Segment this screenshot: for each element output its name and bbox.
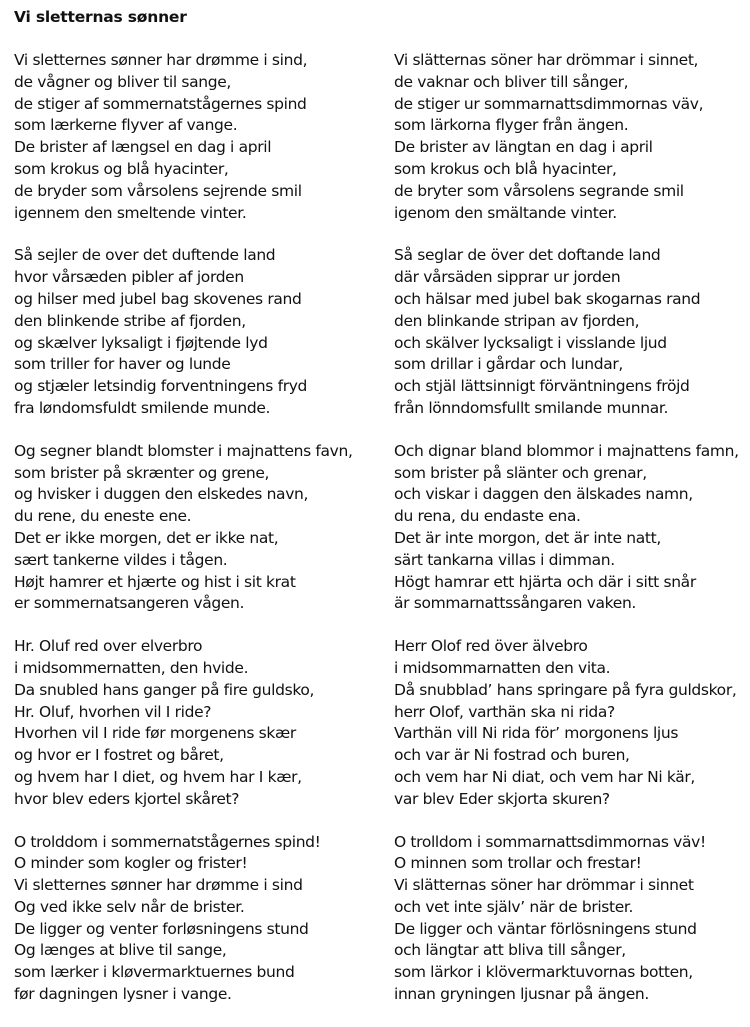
danish-verse-line: Så sejler de over det duftende land bbox=[14, 246, 276, 265]
swedish-verse-line: du rena, du endaste ena. bbox=[394, 507, 581, 526]
danish-verse-line: hvor blev eders kjortel skåret? bbox=[14, 789, 240, 808]
danish-verse-line: Det er ikke morgen, det er ikke nat, bbox=[14, 528, 279, 547]
danish-verse-line: Højt hamrer et hjærte og hist i sit krat bbox=[14, 572, 296, 591]
swedish-verse-line: de vaknar och bliver till sånger, bbox=[394, 72, 629, 91]
swedish-verse-line: Då snubblad’ hans springare på fyra guldskor, bbox=[394, 680, 737, 699]
danish-stanza bbox=[14, 832, 374, 1006]
danish-verse-line: den blinkende stribe af fjorden, bbox=[14, 311, 246, 330]
swedish-verse-line: som lärkorna flyger från ängen. bbox=[394, 116, 629, 135]
swedish-verse-line: och viskar i daggen den älskades namn, bbox=[394, 485, 693, 504]
swedish-verse-line: och skälver lycksaligt i visslande ljud bbox=[394, 333, 667, 352]
danish-verse-line: du rene, du eneste ene. bbox=[14, 507, 192, 526]
danish-verse-line: de vågner og bliver til sange, bbox=[14, 72, 231, 91]
danish-column bbox=[14, 50, 374, 1027]
swedish-verse-line: är sommarnattssångaren vaken. bbox=[394, 594, 636, 613]
danish-verse-line: og hvem har I diet, og hvem har I kær, bbox=[14, 767, 302, 786]
danish-verse-line: Hr. Oluf, hvorhen vil I ride? bbox=[14, 702, 212, 721]
danish-verse-line: som triller for haver og lunde bbox=[14, 355, 231, 374]
swedish-verse-line: Varthän vill Ni rida för’ morgonens ljus bbox=[394, 724, 679, 743]
swedish-stanza bbox=[394, 636, 750, 810]
danish-verse-line: og hvor er I fostret og båret, bbox=[14, 746, 224, 765]
danish-verse-line: og stjæler letsindig forventningens fryd bbox=[14, 377, 308, 396]
danish-verse-line: som lærker i kløvermarktuernes bund bbox=[14, 963, 295, 982]
swedish-column bbox=[394, 50, 750, 1027]
swedish-verse-line: Vi slätternas söner har drömmar i sinnet bbox=[394, 876, 694, 895]
swedish-verse-line: Vi slätternas söner har drömmar i sinnet, bbox=[394, 51, 699, 69]
swedish-verse-line: och vem har Ni diat, och vem har Ni kär, bbox=[394, 767, 695, 786]
swedish-verse-line: och längtar att bliva till sånger, bbox=[394, 941, 626, 960]
swedish-verse-line: de bryter som vårsolens segrande smil bbox=[394, 181, 684, 200]
swedish-verse-line: och vet inte själv’ när de brister. bbox=[394, 897, 634, 916]
swedish-verse-line: de stiger ur sommarnattsdimmornas väv, bbox=[394, 94, 704, 113]
swedish-verse-line: där vårsäden sipprar ur jorden bbox=[394, 268, 621, 287]
danish-verse-line: hvor vårsæden pibler af jorden bbox=[14, 268, 244, 287]
swedish-verse-line: igenom den smältande vinter. bbox=[394, 203, 617, 222]
swedish-verse-line: i midsommarnatten den vita. bbox=[394, 658, 611, 677]
swedish-verse-line: och hälsar med jubel bak skogarnas rand bbox=[394, 289, 701, 308]
danish-verse-line: Hr. Oluf red over elverbro bbox=[14, 637, 203, 656]
danish-verse-line: De brister af længsel en dag i april bbox=[14, 138, 272, 157]
danish-verse-line: Vi sletternes sønner har drømme i sind, bbox=[14, 51, 308, 69]
swedish-verse-line: herr Olof, varthän ska ni rida? bbox=[394, 702, 615, 721]
swedish-verse-line: O minnen som trollar och frestar! bbox=[394, 854, 642, 873]
danish-verse-line: de bryder som vårsolens sejrende smil bbox=[14, 181, 302, 200]
danish-verse-line: Hvorhen vil I ride før morgenens skær bbox=[14, 724, 296, 743]
danish-verse-line: De ligger og venter forløsningens stund bbox=[14, 919, 309, 938]
danish-verse-line: og hvisker i duggen den elskedes navn, bbox=[14, 485, 309, 504]
danish-verse-line: O minder som kogler og frister! bbox=[14, 854, 248, 873]
swedish-verse-line: som krokus och blå hyacinter, bbox=[394, 159, 617, 178]
swedish-stanza bbox=[394, 832, 750, 1006]
danish-stanza bbox=[14, 636, 374, 810]
swedish-verse-line: Det är inte morgon, det är inte natt, bbox=[394, 528, 661, 547]
danish-verse-line: som brister på skrænter og grene, bbox=[14, 463, 270, 482]
danish-verse-line: Og længes at blive til sange, bbox=[14, 941, 227, 960]
danish-stanza bbox=[14, 441, 374, 615]
swedish-verse-line: från lönndomsfullt smilande munnar. bbox=[394, 398, 669, 417]
swedish-verse-line: som lärkor i klövermarktuvornas botten, bbox=[394, 963, 693, 982]
danish-verse-line: O trolddom i sommernatstågernes spind! bbox=[14, 832, 321, 851]
swedish-verse-line: De brister av längtan en dag i april bbox=[394, 138, 653, 157]
swedish-verse-line: särt tankarna villas i dimman. bbox=[394, 550, 615, 569]
danish-verse-line: Og segner blandt blomster i majnattens favn, bbox=[14, 441, 353, 460]
danish-verse-line: Vi sletternes sønner har drømme i sind bbox=[14, 876, 303, 895]
swedish-verse-line: den blinkande stripan av fjorden, bbox=[394, 311, 640, 330]
danish-verse-line: Og ved ikke selv når de brister. bbox=[14, 897, 245, 916]
danish-verse-line: er sommernatsangeren vågen. bbox=[14, 594, 245, 613]
danish-verse-line: som lærkerne flyver af vange. bbox=[14, 116, 238, 135]
danish-stanza bbox=[14, 245, 374, 419]
swedish-verse-line: som drillar i gårdar och lundar, bbox=[394, 355, 623, 374]
danish-verse-line: som krokus og blå hyacinter, bbox=[14, 159, 229, 178]
danish-verse-line: og skælver lyksaligt i fjøjtende lyd bbox=[14, 333, 268, 352]
swedish-verse-line: Och dignar bland blommor i majnattens famn, bbox=[394, 441, 739, 460]
swedish-verse-line: De ligger och väntar förlösningens stund bbox=[394, 919, 697, 938]
swedish-verse-line: och var är Ni fostrad och buren, bbox=[394, 746, 630, 765]
swedish-verse-line: Högt hamrar ett hjärta och där i sitt snår bbox=[394, 572, 696, 591]
swedish-verse-line: och stjäl lättsinnigt förväntningens fröjd bbox=[394, 377, 690, 396]
swedish-stanza bbox=[394, 245, 750, 419]
danish-stanza bbox=[14, 50, 374, 224]
danish-verse-line: fra løndomsfuldt smilende munde. bbox=[14, 398, 271, 417]
swedish-verse-line: Herr Olof red över älvebro bbox=[394, 637, 588, 656]
danish-verse-line: Da snubled hans ganger på fire guldsko, bbox=[14, 680, 315, 699]
danish-verse-line: sært tankerne vildes i tågen. bbox=[14, 550, 228, 569]
swedish-verse-line: var blev Eder skjorta skuren? bbox=[394, 789, 610, 808]
danish-verse-line: i midsommernatten, den hvide. bbox=[14, 658, 249, 677]
danish-verse-line: og hilser med jubel bag skovenes rand bbox=[14, 289, 302, 308]
swedish-verse-line: O trolldom i sommarnattsdimmornas väv! bbox=[394, 832, 706, 851]
poem-title: Vi sletternas sønner bbox=[14, 8, 187, 26]
danish-verse-line: igennem den smeltende vinter. bbox=[14, 203, 247, 222]
swedish-verse-line: Så seglar de över det doftande land bbox=[394, 246, 661, 265]
swedish-stanza bbox=[394, 50, 750, 224]
danish-verse-line: de stiger af sommernatstågernes spind bbox=[14, 94, 307, 113]
danish-verse-line: før dagningen lysner i vange. bbox=[14, 985, 232, 1004]
swedish-stanza bbox=[394, 441, 750, 615]
swedish-verse-line: som brister på slänter och grenar, bbox=[394, 463, 647, 482]
swedish-verse-line: innan gryningen ljusnar på ängen. bbox=[394, 985, 649, 1004]
